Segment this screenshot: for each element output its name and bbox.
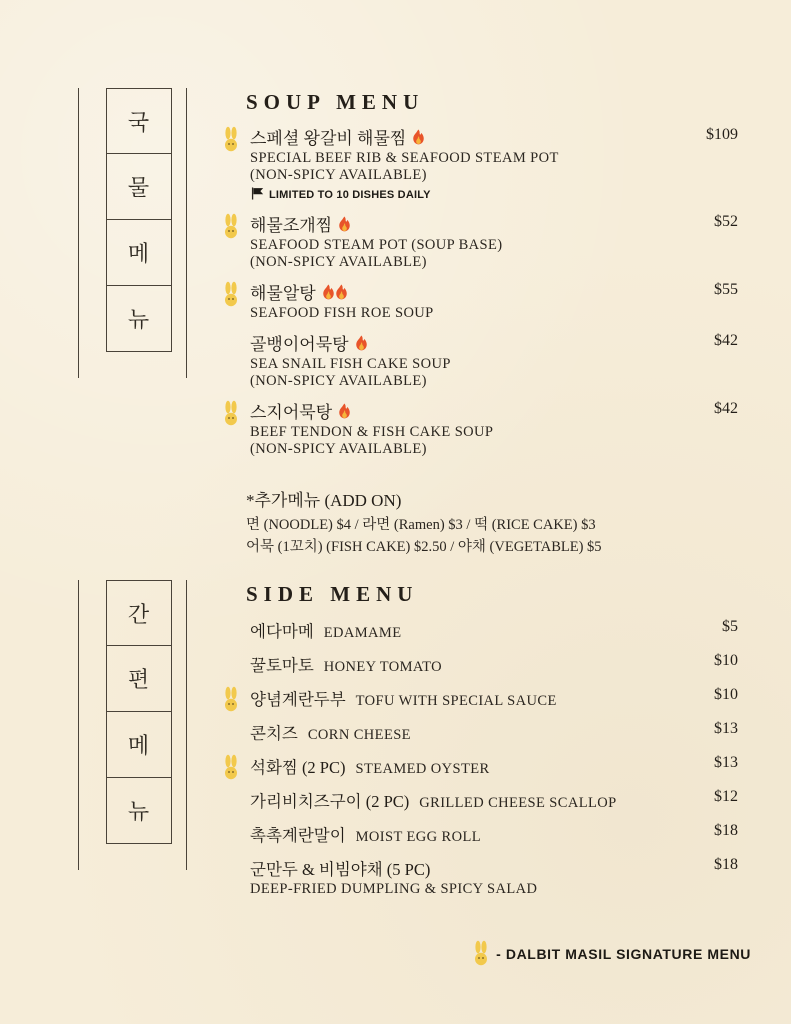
- soup-item-price: $52: [714, 213, 738, 230]
- side-item: [218, 788, 738, 812]
- side-item-price: $18: [714, 822, 738, 839]
- soup-label-char-2: 물: [106, 154, 172, 220]
- bunny-icon: [222, 126, 240, 152]
- side-item-price: $10: [714, 652, 738, 669]
- side-item-price: $10: [714, 686, 738, 703]
- soup-item-name-kr: 골뱅이어묵탕: [250, 335, 349, 354]
- side-item: [218, 856, 738, 898]
- addon-line-2: 어묵 (1꼬치) (FISH CAKE) $2.50 / 야채 (VEGETABLE) $5: [246, 538, 602, 555]
- soup-item-note: (NON-SPICY AVAILABLE): [250, 373, 427, 389]
- limited-badge: [250, 187, 738, 203]
- soup-item-price: $42: [714, 332, 738, 349]
- side-item-price: $5: [722, 618, 738, 635]
- side-item-name-kr: 가리비치즈구이 (2 PC): [250, 792, 410, 811]
- side-item-name-kr: 촉촉계란말이: [250, 826, 346, 845]
- soup-item-note: (NON-SPICY AVAILABLE): [250, 441, 427, 457]
- side-item: [218, 720, 738, 744]
- soup-label-rail-left: [78, 88, 79, 378]
- footer: [0, 940, 751, 968]
- bunny-icon: [222, 754, 240, 780]
- soup-item: [218, 211, 738, 271]
- spice-flame-icon: [338, 215, 351, 231]
- limited-badge-text: LIMITED TO 10 DISHES DAILY: [269, 189, 431, 201]
- soup-label-char-4: 뉴: [106, 286, 172, 352]
- side-item-name-en: CORN CHEESE: [307, 727, 411, 743]
- bunny-icon: [222, 213, 240, 239]
- side-item: [218, 618, 738, 642]
- soup-item: [218, 279, 738, 322]
- soup-item: [218, 398, 738, 458]
- spice-flame-icon: [355, 334, 368, 350]
- side-section-title: SIDE MENU: [246, 582, 419, 606]
- soup-item-note: (NON-SPICY AVAILABLE): [250, 254, 427, 270]
- side-label-rail-left: [78, 580, 79, 870]
- soup-label-char-3: 메: [106, 220, 172, 286]
- side-item-name-kr: 석화찜 (2 PC): [250, 758, 346, 777]
- side-item: [218, 754, 738, 778]
- side-item: [218, 822, 738, 846]
- bunny-icon: [472, 940, 492, 968]
- spice-flame-icon: [412, 128, 425, 144]
- side-item-name-kr: 꿀토마토: [250, 656, 314, 675]
- flag-icon: [250, 187, 265, 203]
- soup-item-name-en: BEEF TENDON & FISH CAKE SOUP: [250, 424, 494, 440]
- soup-item-name-kr: 해물알탕: [250, 284, 316, 303]
- soup-item-list: [218, 124, 738, 466]
- side-item-price: $12: [714, 788, 738, 805]
- soup-label-char-1: 국: [106, 88, 172, 154]
- side-item-name-en: EDAMAME: [323, 625, 402, 641]
- side-label-char-1: 간: [106, 580, 172, 646]
- side-item-name-en: TOFU WITH SPECIAL SAUCE: [355, 693, 557, 709]
- side-label-char-2: 편: [106, 646, 172, 712]
- side-item-subtitle: DEEP-FRIED DUMPLING & SPICY SALAD: [250, 881, 538, 897]
- soup-item-name-kr: 스지어묵탕: [250, 403, 333, 422]
- soup-item-name-en: SEA SNAIL FISH CAKE SOUP: [250, 356, 451, 372]
- side-item: [218, 652, 738, 676]
- addon-line-1: 면 (NOODLE) $4 / 라면 (Ramen) $3 / 떡 (RICE CAKE) $3: [246, 517, 596, 533]
- side-item-name-en: STEAMED OYSTER: [355, 761, 490, 777]
- soup-vertical-label: [78, 88, 198, 378]
- spice-flame-icon: [322, 283, 348, 299]
- soup-item-price: $42: [714, 400, 738, 417]
- bunny-icon: [222, 400, 240, 426]
- addon-block: [246, 486, 746, 559]
- soup-item-name-en: SEAFOOD STEAM POT (SOUP BASE): [250, 237, 503, 253]
- side-item-name-kr: 콘치즈: [250, 724, 298, 743]
- soup-item-name-kr: 스페셜 왕갈비 해물찜: [250, 129, 407, 148]
- soup-label-rail-right: [186, 88, 187, 378]
- footer-text: - DALBIT MASIL SIGNATURE MENU: [496, 946, 751, 962]
- side-item-name-kr: 에다마메: [250, 622, 314, 641]
- soup-section-title: SOUP MENU: [246, 90, 425, 114]
- bunny-icon: [222, 281, 240, 307]
- side-item-name-en: GRILLED CHEESE SCALLOP: [419, 795, 617, 811]
- side-vertical-label: [78, 580, 198, 870]
- soup-item: [218, 124, 738, 203]
- side-item: [218, 686, 738, 710]
- soup-item-name-en: SPECIAL BEEF RIB & SEAFOOD STEAM POT: [250, 150, 559, 166]
- side-item-price: $13: [714, 754, 738, 771]
- side-item-list: [218, 618, 738, 908]
- side-item-name-en: MOIST EGG ROLL: [355, 829, 482, 845]
- side-item-name-en: HONEY TOMATO: [323, 659, 443, 675]
- soup-item-price: $55: [714, 281, 738, 298]
- side-label-char-3: 메: [106, 712, 172, 778]
- side-label-char-4: 뉴: [106, 778, 172, 844]
- soup-item-name-kr: 해물조개찜: [250, 216, 333, 235]
- addon-title: *추가메뉴 (ADD ON): [246, 491, 402, 510]
- soup-item: [218, 330, 738, 390]
- side-item-price: $18: [714, 856, 738, 873]
- soup-item-name-en: SEAFOOD FISH ROE SOUP: [250, 305, 434, 321]
- bunny-icon: [222, 686, 240, 712]
- side-label-rail-right: [186, 580, 187, 870]
- soup-item-note: (NON-SPICY AVAILABLE): [250, 167, 427, 183]
- side-item-name-kr: 군만두 & 비빔야채 (5 PC): [250, 860, 431, 879]
- soup-item-price: $109: [706, 126, 738, 143]
- side-item-name-kr: 양념계란두부: [250, 690, 346, 709]
- side-item-price: $13: [714, 720, 738, 737]
- spice-flame-icon: [338, 402, 351, 418]
